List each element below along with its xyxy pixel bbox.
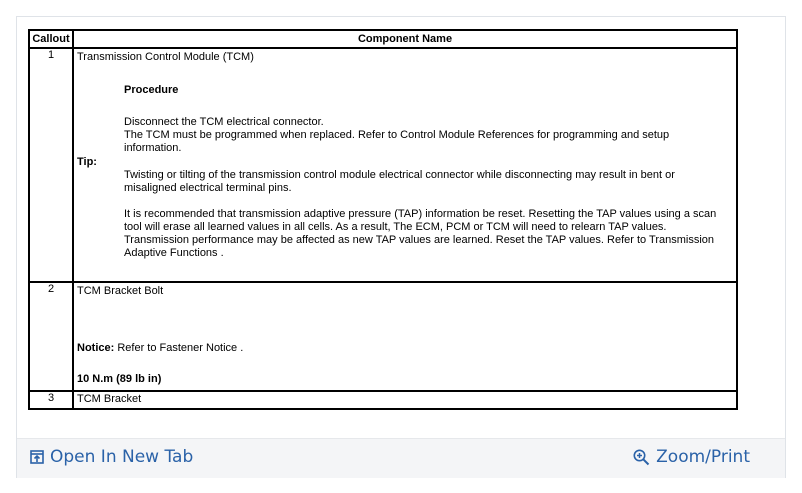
tip-label: Tip: — [77, 156, 97, 168]
table-row — [29, 282, 737, 391]
zoom-in-icon — [633, 449, 650, 466]
component-name: Transmission Control Module (TCM) — [77, 51, 254, 63]
component-name: TCM Bracket Bolt — [77, 285, 164, 297]
open-in-new-tab-link[interactable] — [30, 447, 193, 467]
open-in-new-tab-label: Open In New Tab — [50, 447, 194, 467]
procedure-step: The TCM must be programmed when replaced. Refer to Control Module References for programming and setup information. — [124, 129, 670, 154]
procedure-title: Procedure — [124, 84, 179, 96]
components-sheet — [28, 29, 738, 410]
zoom-print-label: Zoom/Print — [656, 447, 750, 467]
notice-line — [77, 342, 243, 355]
component-name-header: Component Name — [73, 30, 737, 48]
notice-text: Refer to Fastener Notice . — [117, 342, 244, 354]
callout-cell: 1 — [29, 48, 73, 282]
table-row — [29, 48, 737, 282]
component-cell — [73, 391, 737, 409]
callout-cell: 2 — [29, 282, 73, 391]
component-name: TCM Bracket — [77, 393, 142, 405]
tip-text: Twisting or tilting of the transmission control module electrical connector while disconnecting may result in bent or misaligned electrical terminal pins. — [124, 169, 675, 194]
bottom-toolbar — [17, 438, 785, 478]
components-table — [28, 29, 738, 410]
table-row — [29, 391, 737, 409]
zoom-print-link[interactable] — [633, 447, 750, 467]
tip-text: It is recommended that transmission adaptive pressure (TAP) information be reset. Resetting the TAP values using a scan tool will erase all learned values in all cells. As a result, The ECM, PCM or TCM will need to relearn TAP values. Transmission performance may be affected as new TAP values are learned. Reset the TAP values. Refer to Transmission Adaptive Functions . — [124, 208, 717, 259]
notice-label: Notice: — [77, 342, 115, 354]
callout-cell: 3 — [29, 391, 73, 409]
callout-header: Callout — [29, 30, 73, 48]
component-cell — [73, 48, 737, 282]
open-new-tab-icon — [30, 450, 44, 464]
torque-value: 10 N.m (89 lb in) — [77, 373, 162, 385]
procedure-step: Disconnect the TCM electrical connector. — [124, 116, 324, 128]
table-header-row — [29, 30, 737, 48]
component-cell — [73, 282, 737, 391]
